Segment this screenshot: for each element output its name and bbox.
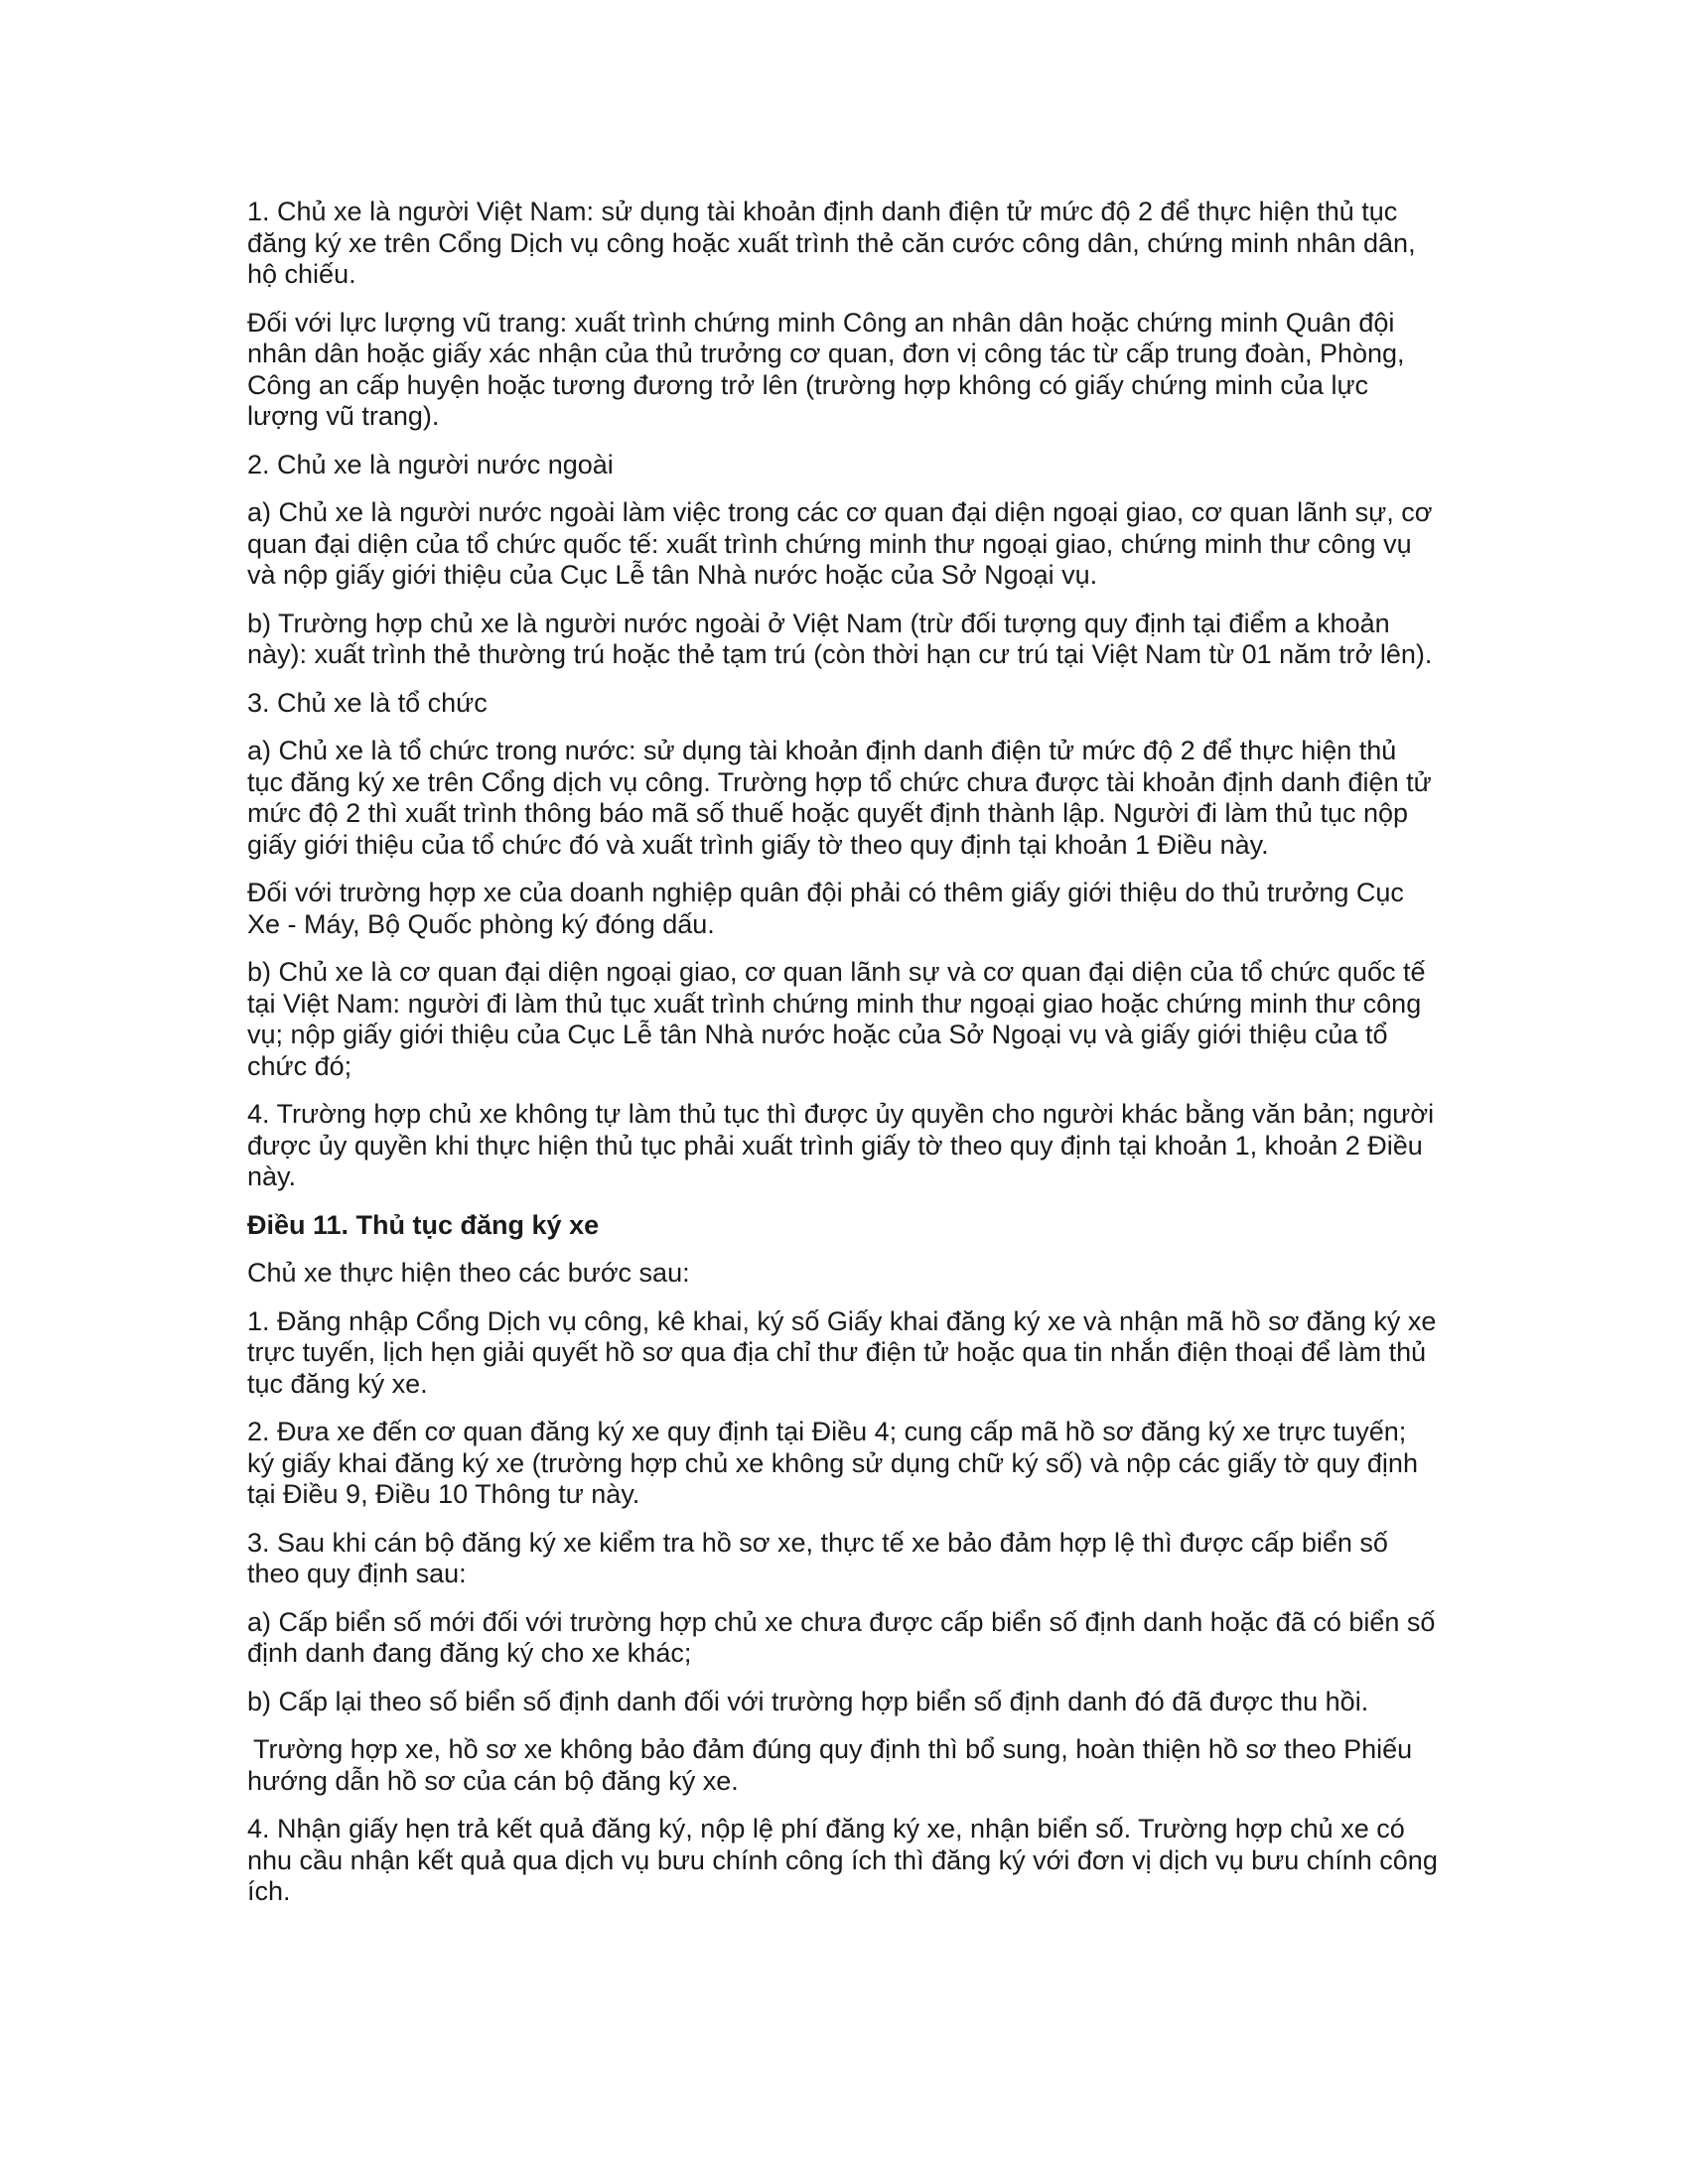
paragraph: 3. Chủ xe là tổ chức <box>247 687 488 718</box>
paragraph: 1. Đăng nhập Cổng Dịch vụ công, kê khai, ký số Giấy khai đăng ký xe và nhận mã hồ sơ đăng ký xe trực tuyến, lịch hẹn giải quyết hồ sơ qua địa chỉ thư điện tử hoặc qua tin nhắn điện thoại để làm thủ tục đăng ký xe. <box>247 1305 1437 1399</box>
paragraph: b) Cấp lại theo số biển số định danh đối với trường hợp biển số định danh đó đã được thu hồi. <box>247 1686 1369 1716</box>
paragraph: Đối với trường hợp xe của doanh nghiệp quân đội phải có thêm giấy giới thiệu do thủ trưởng Cục Xe - Máy, Bộ Quốc phòng ký đóng dấu. <box>247 878 1404 939</box>
section-heading: Điều 11. Thủ tục đăng ký xe <box>247 1209 600 1240</box>
paragraph: a) Chủ xe là người nước ngoài làm việc trong các cơ quan đại diện ngoại giao, cơ quan lãnh sự, cơ quan đại diện của tổ chức quốc tế: xuất trình chứng minh thư ngoại giao, chứng minh thư công vụ và nộp giấy giới thiệu của Cục Lễ tân Nhà nước hoặc của Sở Ngoại vụ. <box>247 497 1433 590</box>
paragraph: Chủ xe thực hiện theo các bước sau: <box>247 1258 690 1288</box>
paragraph: Trường hợp xe, hồ sơ xe không bảo đảm đúng quy định thì bổ sung, hoàn thiện hồ sơ theo Phiếu hướng dẫn hồ sơ của cán bộ đăng ký xe. <box>247 1734 1413 1796</box>
paragraph: 2. Đưa xe đến cơ quan đăng ký xe quy định tại Điều 4; cung cấp mã hồ sơ đăng ký xe trực tuyến; ký giấy khai đăng ký xe (trường hợp chủ xe không sử dụng chữ ký số) và nộp các giấy tờ quy định tại Điều 9, Điều 10 Thông tư này. <box>247 1417 1418 1509</box>
paragraph: a) Chủ xe là tổ chức trong nước: sử dụng tài khoản định danh điện tử mức độ 2 để thực hiện thủ tục đăng ký xe trên Cổng dịch vụ công. Trường hợp tổ chức chưa được tài khoản định danh điện tử mức độ 2 thì xuất trình thông báo mã số thuế hoặc quyết định thành lập. Người đi làm thủ tục nộp giấy giới thiệu của tổ chức đó và xuất trình giấy tờ theo quy định tại khoản 1 Điều này. <box>247 736 1432 860</box>
paragraph: b) Chủ xe là cơ quan đại diện ngoại giao, cơ quan lãnh sự và cơ quan đại diện của tổ chức quốc tế tại Việt Nam: người đi làm thủ tục xuất trình chứng minh thư ngoại giao hoặc chứng minh thư công vụ; nộp giấy giới thiệu của Cục Lễ tân Nhà nước hoặc của Sở Ngoại vụ và giấy giới thiệu của tổ chức đó; <box>247 957 1426 1081</box>
paragraph: 4. Nhận giấy hẹn trả kết quả đăng ký, nộp lệ phí đăng ký xe, nhận biển số. Trường hợp chủ xe có nhu cầu nhận kết quả qua dịch vụ bưu chính công ích thì đăng ký với đơn vị dịch vụ bưu chính công ích. <box>247 1814 1438 1906</box>
paragraph: Đối với lực lượng vũ trang: xuất trình chứng minh Công an nhân dân hoặc chứng minh Quân đội nhân dân hoặc giấy xác nhận của thủ trưởng cơ quan, đơn vị công tác từ cấp trung đoàn, Phòng, Công an cấp huyện hoặc tương đương trở lên (trường hợp không có giấy chứng minh của lực lượng vũ trang). <box>247 307 1405 431</box>
paragraph: 1. Chủ xe là người Việt Nam: sử dụng tài khoản định danh điện tử mức độ 2 để thực hiện thủ tục đăng ký xe trên Cổng Dịch vụ công hoặc xuất trình thẻ căn cước công dân, chứng minh nhân dân, hộ chiếu. <box>247 197 1416 289</box>
paragraph: 3. Sau khi cán bộ đăng ký xe kiểm tra hồ sơ xe, thực tế xe bảo đảm hợp lệ thì được cấp biển số theo quy định sau: <box>247 1527 1388 1588</box>
paragraph: a) Cấp biển số mới đối với trường hợp chủ xe chưa được cấp biển số định danh hoặc đã có biển số định danh đang đăng ký cho xe khác; <box>247 1606 1436 1668</box>
document-body <box>247 197 1439 1925</box>
paragraph: 2. Chủ xe là người nước ngoài <box>247 449 614 479</box>
paragraph: b) Trường hợp chủ xe là người nước ngoài ở Việt Nam (trừ đối tượng quy định tại điểm a khoản này): xuất trình thẻ thường trú hoặc thẻ tạm trú (còn thời hạn cư trú tại Việt Nam từ 01 năm trở lên). <box>247 608 1433 669</box>
paragraph: 4. Trường hợp chủ xe không tự làm thủ tục thì được ủy quyền cho người khác bằng văn bản; người được ủy quyền khi thực hiện thủ tục phải xuất trình giấy tờ theo quy định tại khoản 1, khoản 2 Điều này. <box>247 1099 1435 1191</box>
